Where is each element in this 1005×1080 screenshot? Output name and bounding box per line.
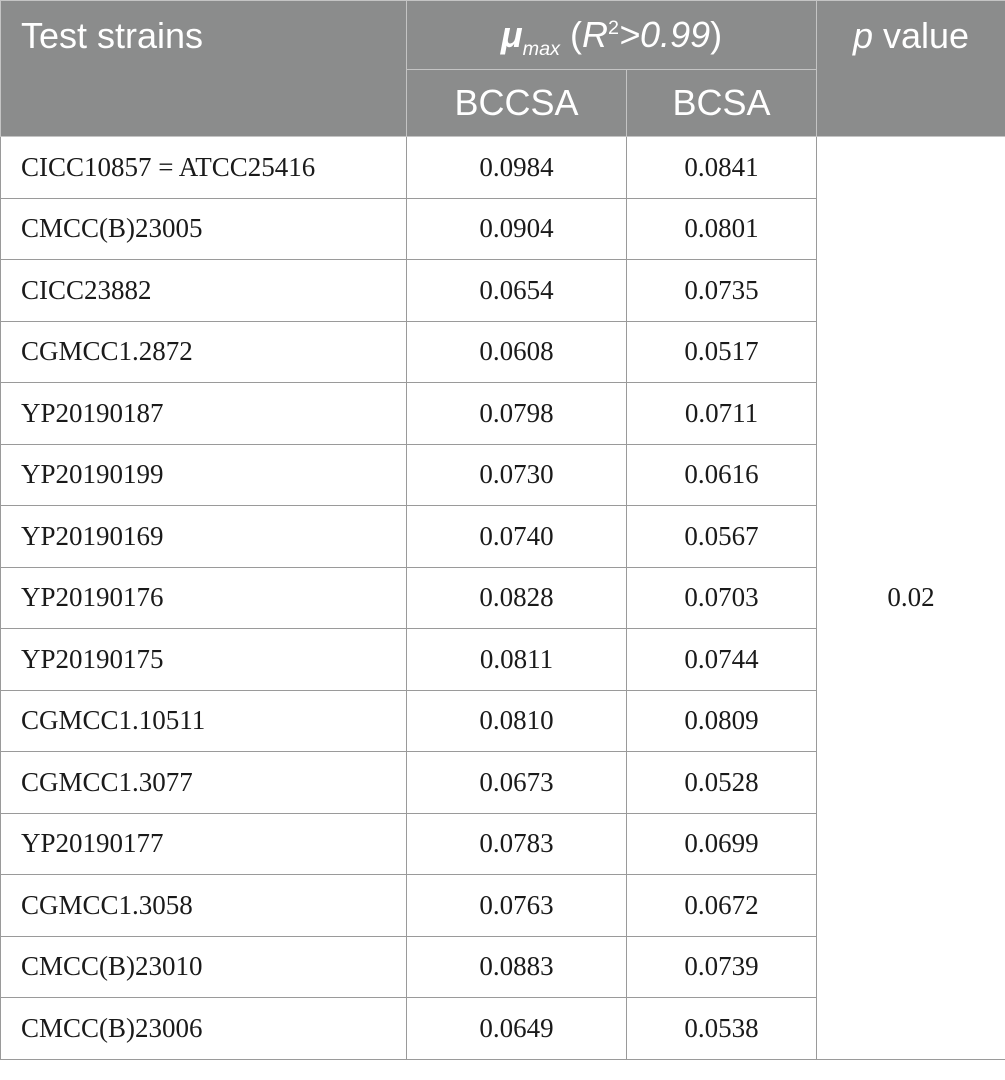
bcsa-cell: 0.0538 bbox=[627, 998, 817, 1060]
strain-cell: CGMCC1.2872 bbox=[1, 321, 407, 383]
bccsa-cell: 0.0811 bbox=[407, 629, 627, 691]
header-bcsa: BCSA bbox=[627, 70, 817, 137]
bccsa-cell: 0.0649 bbox=[407, 998, 627, 1060]
r-letter: R bbox=[582, 14, 608, 55]
strain-cell: CGMCC1.3077 bbox=[1, 752, 407, 814]
strain-cell: CICC23882 bbox=[1, 260, 407, 322]
mu-subscript: max bbox=[522, 38, 560, 61]
bccsa-cell: 0.0883 bbox=[407, 936, 627, 998]
bccsa-cell: 0.0904 bbox=[407, 198, 627, 260]
r-paren-close: ) bbox=[710, 14, 723, 55]
bcsa-cell: 0.0616 bbox=[627, 444, 817, 506]
bccsa-cell: 0.0828 bbox=[407, 567, 627, 629]
r-condition: >0.99 bbox=[619, 14, 711, 55]
r-superscript: 2 bbox=[608, 17, 620, 39]
strain-cell: CGMCC1.10511 bbox=[1, 690, 407, 752]
bccsa-cell: 0.0984 bbox=[407, 137, 627, 199]
bcsa-cell: 0.0699 bbox=[627, 813, 817, 875]
strain-cell: CMCC(B)23006 bbox=[1, 998, 407, 1060]
header-bccsa: BCCSA bbox=[407, 70, 627, 137]
bccsa-cell: 0.0608 bbox=[407, 321, 627, 383]
bcsa-cell: 0.0841 bbox=[627, 137, 817, 199]
bcsa-cell: 0.0672 bbox=[627, 875, 817, 937]
bcsa-cell: 0.0517 bbox=[627, 321, 817, 383]
bcsa-cell: 0.0801 bbox=[627, 198, 817, 260]
table-body bbox=[1, 137, 1005, 1060]
bcsa-cell: 0.0528 bbox=[627, 752, 817, 814]
bccsa-cell: 0.0810 bbox=[407, 690, 627, 752]
bcsa-cell: 0.0735 bbox=[627, 260, 817, 322]
strain-cell: CMCC(B)23005 bbox=[1, 198, 407, 260]
header-mu-max bbox=[407, 1, 817, 70]
bcsa-cell: 0.0703 bbox=[627, 567, 817, 629]
mu-symbol: μ bbox=[500, 14, 523, 55]
strain-cell: CGMCC1.3058 bbox=[1, 875, 407, 937]
bccsa-cell: 0.0673 bbox=[407, 752, 627, 814]
bccsa-cell: 0.0740 bbox=[407, 506, 627, 568]
strain-cell: YP20190187 bbox=[1, 383, 407, 445]
table-row bbox=[1, 137, 1005, 199]
bccsa-cell: 0.0798 bbox=[407, 383, 627, 445]
bcsa-cell: 0.0744 bbox=[627, 629, 817, 691]
strain-cell: YP20190177 bbox=[1, 813, 407, 875]
bccsa-cell: 0.0654 bbox=[407, 260, 627, 322]
strain-cell: YP20190169 bbox=[1, 506, 407, 568]
bccsa-cell: 0.0783 bbox=[407, 813, 627, 875]
bcsa-cell: 0.0711 bbox=[627, 383, 817, 445]
p-letter: p bbox=[852, 15, 873, 56]
strain-cell: CMCC(B)23010 bbox=[1, 936, 407, 998]
strain-cell: YP20190199 bbox=[1, 444, 407, 506]
strain-cell: CICC10857 = ATCC25416 bbox=[1, 137, 407, 199]
bcsa-cell: 0.0809 bbox=[627, 690, 817, 752]
bccsa-cell: 0.0763 bbox=[407, 875, 627, 937]
table-header bbox=[1, 1, 1005, 137]
header-p-value bbox=[817, 1, 1005, 137]
bcsa-cell: 0.0739 bbox=[627, 936, 817, 998]
header-test-strains: Test strains bbox=[1, 1, 407, 137]
strain-cell: YP20190175 bbox=[1, 629, 407, 691]
r-paren-open: ( bbox=[560, 14, 582, 55]
p-value-cell: 0.02 bbox=[817, 137, 1005, 1060]
strain-cell: YP20190176 bbox=[1, 567, 407, 629]
bcsa-cell: 0.0567 bbox=[627, 506, 817, 568]
p-rest: value bbox=[872, 15, 970, 56]
bccsa-cell: 0.0730 bbox=[407, 444, 627, 506]
